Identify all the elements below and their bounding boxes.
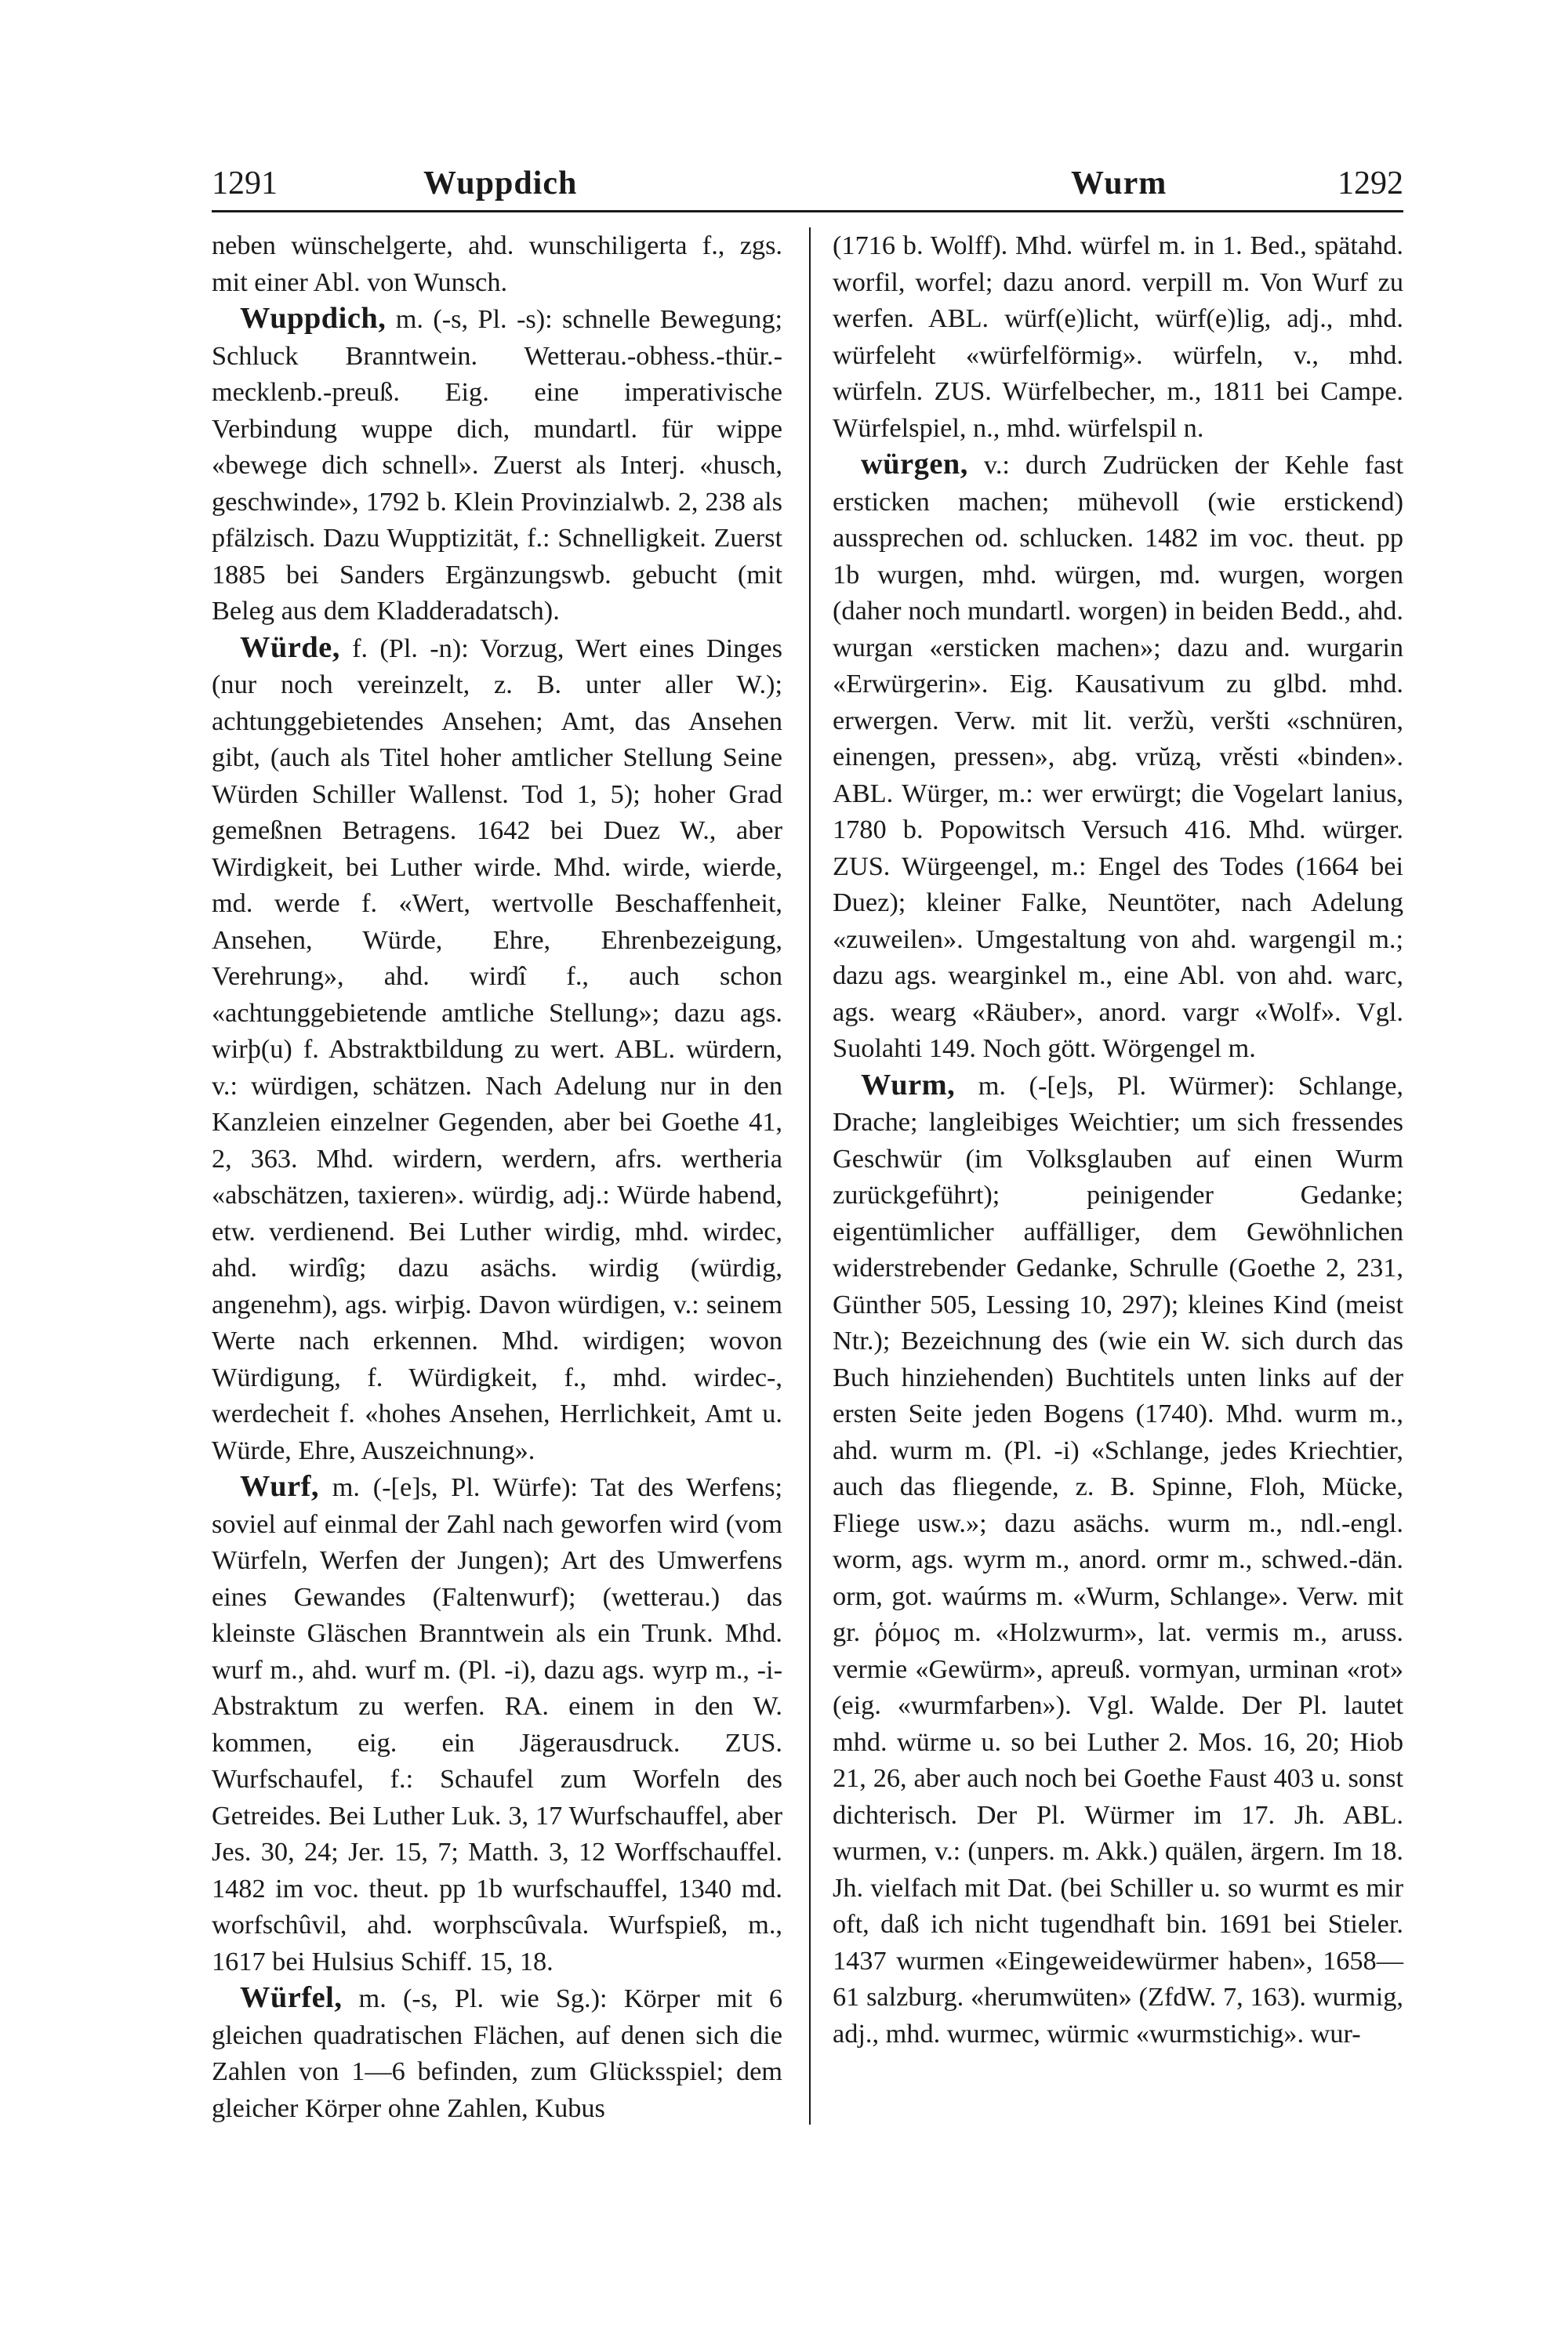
- page-number-left: 1291: [212, 165, 278, 201]
- entry-text: v.: durch Zudrücken der Kehle fast ersticken machen; mühevoll (wie erstickend) aussprechen od. schlucken. 1482 im voc. theut. pp 1b wurgen, mhd. würgen, md. wurgen, worgen (daher noch mundartl. worgen) in beiden Bedd., ahd. wurgan «ersticken machen»; dazu and. wurgarin «Erwürgerin». Eig. Kausativum zu glbd. mhd. erwergen. Verw. mit lit. veržù, veršti «schnüren, einengen, pressen», abg. vrŭzą, vrěsti «binden». ABL. Würger, m.: wer erwürgt; die Vogelart lanius, 1780 b. Popowitsch Versuch 416. Mhd. würger. ZUS. Würgeengel, m.: Engel des Todes (1664 bei Duez); kleiner Falke, Neuntöter, nach Adelung «zuweilen». Umgestaltung von ahd. wargengil m.; dazu ags. wearginkel m., eine Abl. von ahd. warc, ags. wearg «Räuber», anord. vargr «Wolf». Vgl. Suolahti 149. Noch gött. Wörgengel m.: [833, 450, 1403, 1063]
- entry-headword: Wuppdich,: [240, 302, 387, 335]
- entry-headword: Würfel,: [240, 1981, 343, 2014]
- column-divider: [809, 227, 811, 2125]
- dictionary-entry: [833, 1067, 1403, 2053]
- running-headword-right: Wurm: [1071, 165, 1167, 201]
- entry-text: m. (-[e]s, Pl. Würfe): Tat des Werfens; soviel auf einmal der Zahl nach geworfen wird (vom Würfeln, Werfen der Jungen); Art des Umwerfens eines Gewandes (Faltenwurf); (wetterau.) das kleinste Gläschen Branntwein als ein Trunk. Mhd. wurf m., ahd. wurf m. (Pl. -i), dazu ags. wyrp m., -i- Abstraktum zu werfen. RA. einem in den W. kommen, eig. ein Jägerausdruck. ZUS. Wurfschaufel, f.: Schaufel zum Worfeln des Getreides. Bei Luther Luk. 3, 17 Wurfschauffel, aber Jes. 30, 24; Jer. 15, 7; Matth. 3, 12 Worffschauffel. 1482 im voc. theut. pp 1b wurfschauffel, 1340 md. worfschûvil, ahd. worphscûvala. Wurfspieß, m., 1617 bei Hulsius Schiff. 15, 18.: [212, 1472, 782, 1976]
- dictionary-entry: [212, 630, 782, 1469]
- dictionary-entry: [212, 1980, 782, 2126]
- page-number-right: 1292: [1338, 165, 1403, 201]
- entry-headword: Würde,: [240, 630, 340, 664]
- entry-text: m. (-s, Pl. wie Sg.): Körper mit 6 gleichen quadratischen Flächen, auf denen sich die Zahlen von 1—6 befinden, zum Glücksspiel; dem gleicher Körper ohne Zahlen, Kubus: [212, 1984, 782, 2123]
- entry-headword: Wurf,: [240, 1470, 320, 1503]
- entry-text: m. (-[e]s, Pl. Würmer): Schlange, Drache; langleibiges Weichtier; um sich fressendes Geschwür (im Volksglauben auf einen Wurm zurückgeführt); peinigender Gedanke; eigentümlicher auffälliger, dem Gewöhnlichen widerstrebender Gedanke, Schrulle (Goethe 2, 231, Günther 505, Lessing 10, 297); kleines Kind (meist Ntr.); Bezeichnung des (wie ein W. sich durch das Buch hinziehenden) Buchtitels unten links auf der ersten Seite jeden Bogens (1740). Mhd. wurm m., ahd. wurm m. (Pl. -i) «Schlange, jedes Kriechtier, auch das fliegende, z. B. Spinne, Floh, Mücke, Fliege usw.»; dazu asächs. wurm m., ndl.-engl. worm, ags. wyrm m., anord. ormr m., schwed.-dän. orm, got. waúrms m. «Wurm, Schlange». Verw. mit gr. ῥόμος m. «Holzwurm», lat. vermis m., aruss. vermie «Gewürm», apreuß. vormyan, urminan «rot» (eig. «wurmfarben»). Vgl. Walde. Der Pl. lautet mhd. würme u. so bei Luther 2. Mos. 16, 20; Hiob 21, 26, aber auch noch bei Goethe Faust 403 u. sonst dichterisch. Der Pl. Würmer im 17. Jh. ABL. wurmen, v.: (unpers. m. Akk.) quälen, ärgern. Im 18. Jh. vielfach mit Dat. (bei Schiller u. so wurmt es mir oft, daß ich nicht tugendhaft bin. 1691 bei Stieler. 1437 wurmen «Eingeweidewürmer haben», 1658—61 salzburg. «herumwüten» (ZfdW. 7, 163). wurmig, adj., mhd. wurmec, würmic «wurmstichig». wur-: [833, 1070, 1403, 2049]
- entry-headword: würgen,: [861, 448, 968, 481]
- header-rule: [212, 210, 1403, 212]
- page-header: [212, 162, 1403, 205]
- entry-text: f. (Pl. -n): Vorzug, Wert eines Dinges (nur noch vereinzelt, z. B. unter aller W.); achtunggebietendes Ansehen; Amt, das Ansehen gibt, (auch als Titel hoher amtlicher Stellung Seine Würden Schiller Wallenst. Tod 1, 5); hoher Grad gemeßnen Betragens. 1642 bei Duez W., aber Wirdigkeit, bei Luther wirde. Mhd. wirde, wierde, md. werde f. «Wert, wertvolle Beschaffenheit, Ansehen, Würde, Ehre, Ehrenbezeigung, Verehrung», ahd. wirdî f., auch schon «achtunggebietende amtliche Stellung»; dazu ags. wirþ(u) f. Abstraktbildung zu wert. ABL. würdern, v.: würdigen, schätzen. Nach Adelung nur in den Kanzleien einzelner Gegenden, aber bei Goethe 41, 2, 363. Mhd. wirdern, werdern, afrs. wertheria «abschätzen, taxieren». würdig, adj.: Würde habend, etw. verdienend. Bei Luther wirdig, mhd. wirdec, ahd. wirdîg; dazu asächs. wirdig (würdig, angenehm), ags. wirþig. Davon würdigen, v.: seinem Werte nach erkennen. Mhd. wirdigen; wovon Würdigung, f. Würdigkeit, f., mhd. wirdec-, werdecheit f. «hohes Ansehen, Herrlichkeit, Amt u. Würde, Ehre, Auszeichnung».: [212, 633, 782, 1465]
- entry-continuation: [833, 227, 1403, 446]
- dictionary-entry: [212, 300, 782, 630]
- dictionary-entry: [833, 446, 1403, 1067]
- left-column: [212, 227, 782, 2126]
- right-column: [833, 227, 1403, 2052]
- entry-text: m. (-s, Pl. -s): schnelle Bewegung; Schluck Branntwein. Wetterau.-obhess.-thür.-mecklenb.-preuß. Eig. eine imperativische Verbindung wuppe dich, mundartl. für wippe «bewege dich schnell». Zuerst als Interj. «husch, geschwinde», 1792 b. Klein Provinzialwb. 2, 238 als pfälzisch. Dazu Wupptizität, f.: Schnelligkeit. Zuerst 1885 bei Sanders Ergänzungswb. gebucht (mit Beleg aus dem Kladderadatsch).: [212, 304, 782, 626]
- entry-text: neben wünschelgerte, ahd. wunschiligerta f., zgs. mit einer Abl. von Wunsch.: [212, 230, 782, 297]
- running-headword-left: Wuppdich: [423, 165, 578, 201]
- entry-text: (1716 b. Wolff). Mhd. würfel m. in 1. Bed., spätahd. worfil, worfel; dazu anord. verpill m. Von Wurf zu werfen. ABL. würf(e)licht, würf(e)lig, adj., mhd. würfeleht «würfelförmig». würfeln, v., mhd. würfeln. ZUS. Würfelbecher, m., 1811 bei Campe. Würfelspiel, n., mhd. würfelspil n.: [833, 230, 1403, 443]
- entry-headword: Wurm,: [861, 1068, 956, 1102]
- dictionary-entry: [212, 1468, 782, 1980]
- entry-continuation: [212, 227, 782, 300]
